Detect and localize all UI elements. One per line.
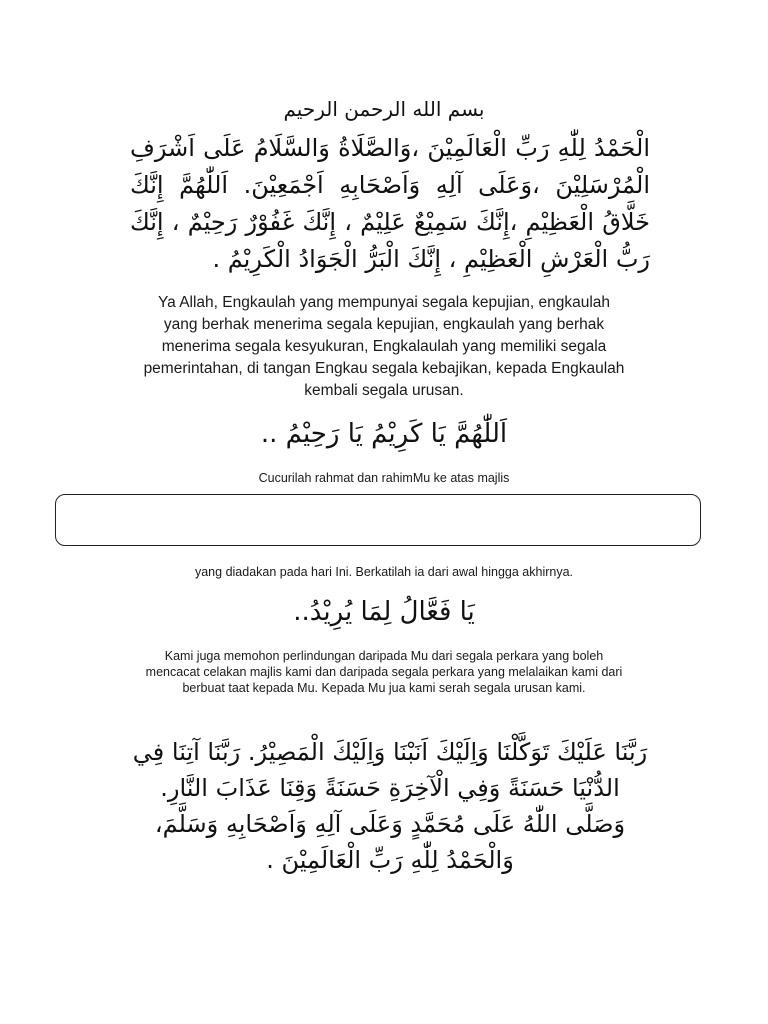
basmalah-heading: بسم الله الرحمن الرحيم [283,97,485,121]
arabic-invocation-line: اَللّٰهُمَّ يَا كَرِيْمُ يَا رَحِيْمُ .. [260,419,508,449]
arabic-closing-paragraph: رَبَّنَا عَلَيْكَ تَوَكَّلْنَا وَاِلَيْكَ اَنَبْنَا وَاِلَيْكَ الْمَصِيْرُ. رَبَّنَا آتِنَا فِي الدُّنْيَا حَسَنَةً وَفِي الْآخِرَةِ حَسَنَةً وَقِنَا عَذَابَ النَّارِ. وَصَلَّى اللّٰهُ عَلَى مُحَمَّدٍ وَعَلَى آلِهِ وَاَصْحَابِهِ وَسَلَّمَ، وَالْحَمْدُ لِلّٰهِ رَبِّ الْعَالَمِيْنَ . [132,738,648,874]
malay-request-line: Cucurilah rahmat dan rahimMu ke atas majlis [258,471,510,485]
malay-protection-paragraph: Kami juga memohon perlindungan daripada Mu dari segala perkara yang boleh mencacat celakan majlis kami dan daripada segala perkara yang melalaikan kami dari berbuat taat kepada Mu. Kepada Mu jua kami serah segala urusan kami. [145,649,623,695]
event-name-blank-box[interactable] [55,494,701,546]
arabic-invocation-line-2: يَا فَعَّالُ لِمَا يُرِيْدُ.. [293,597,475,627]
arabic-opening-paragraph: الْحَمْدُ لِلّٰهِ رَبِّ الْعَالَمِيْنَ ،وَالصَّلَاةُ وَالسَّلَامُ عَلَى اَشْرَفِ الْمُرْسَلِيْنَ ،وَعَلَى آلِهِ وَاَصْحَابِهِ اَجْمَعِيْنَ. اَللّٰهُمَّ إِنَّكَ خَلَّاقُ الْعَظِيْمِ ،إِنَّكَ سَمِيْعٌ عَلِيْمٌ ، إِنَّكَ غَفُوْرٌ رَحِيْمٌ ، إِنَّكَ رَبُّ الْعَرْشِ الْعَظِيْمِ ، إِنَّكَ الْبَرُّ الْجَوَادُ الْكَرِيْمُ . [130,134,650,273]
malay-blessing-line: yang diadakan pada hari Ini. Berkatilah ia dari awal hingga akhirnya. [194,565,574,579]
malay-praise-paragraph: Ya Allah, Engkaulah yang mempunyai segala kepujian, engkaulah yang berhak menerima segala kepujian, engkaulah yang berhak menerima segala kesyukuran, Engkalaulah yang memiliki segala pemerintahan, di tangan Engkau segala kebajikan, kepada Engkaulah kembali segala urusan. [143,294,625,399]
